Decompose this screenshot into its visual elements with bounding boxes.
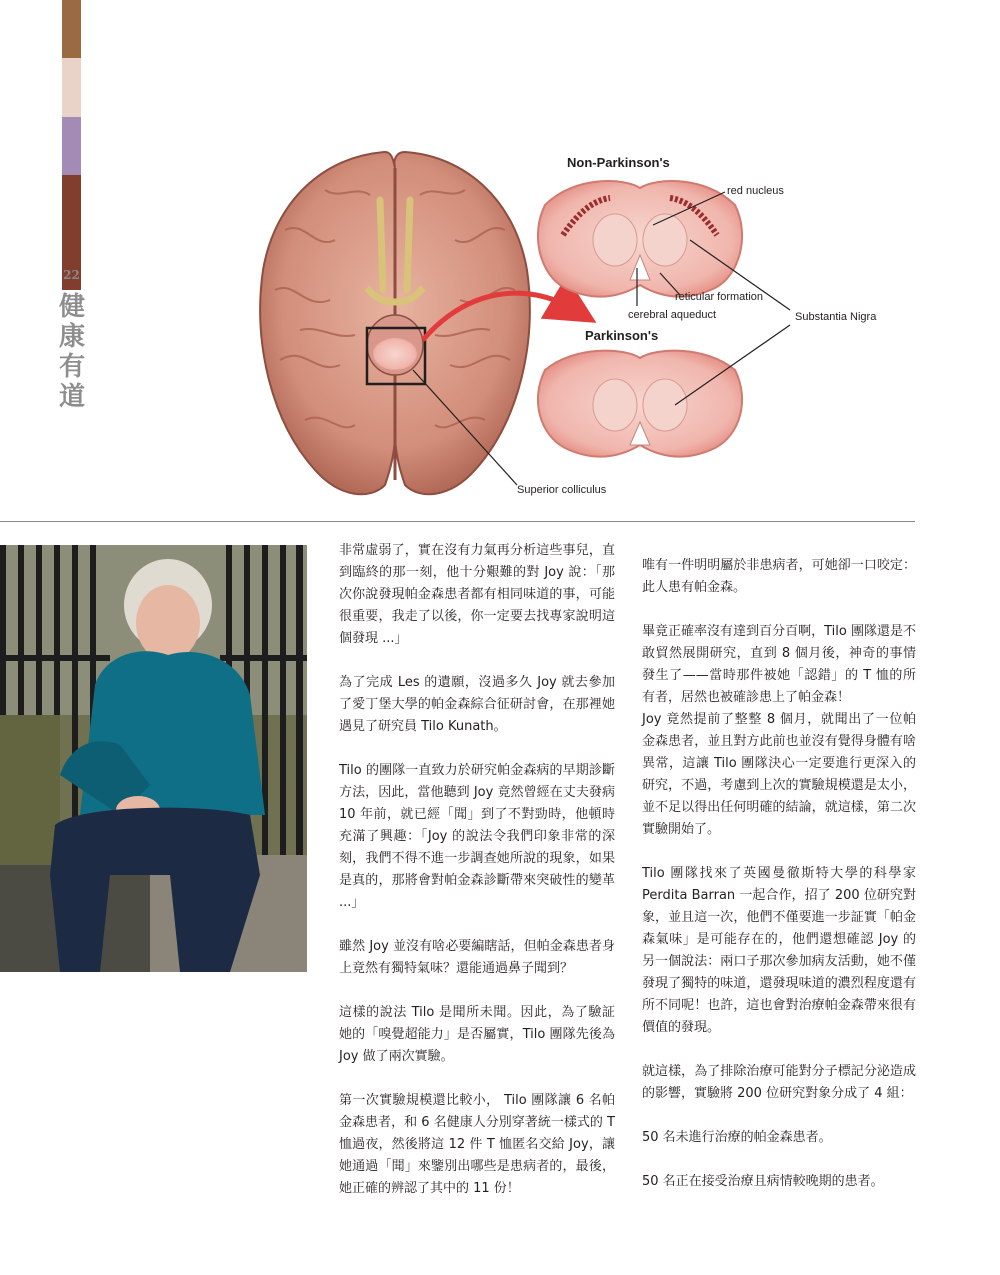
paragraph: 50 名未進行治療的帕金森患者。 xyxy=(642,1130,832,1145)
paragraph: 這樣的說法 Tilo 是聞所未聞。因此，為了驗証她的「嗅覺超能力」是否屬實，Tilo 團隊先後為 Joy 做了兩次實驗。 xyxy=(339,1005,615,1064)
section-title-char: 康 xyxy=(58,322,85,352)
paragraph: Tilo 的團隊一直致力於研究帕金森病的早期診斷方法，因此，當他聽到 Joy 竟然曾經在丈夫發病 10 年前，就已經「聞」到了不對勁時，他頓時充滿了興趣：「Joy 的說法令我們印象非常的深刻，我們不得不進一步調查她所說的現象，如果是真的，那將會對帕金森診斷帶來突破性的變革 ...」 xyxy=(339,763,615,910)
horizontal-divider xyxy=(0,521,915,522)
paragraph: 第一次實驗規模還比較小， Tilo 團隊讓 6 名帕金森患者，和 6 名健康人分別穿著統一樣式的 T 恤過夜，然後將這 12 件 T 恤匿名交給 Joy，讓她通過「聞」來鑒別出哪些是患病者的，最後，她正確的辨認了其中的 11 份！ xyxy=(339,1093,615,1196)
color-swatch-3 xyxy=(62,117,81,175)
brain-illustration xyxy=(260,152,530,494)
section-title-char: 健 xyxy=(58,292,85,322)
parkinsons-section xyxy=(538,351,742,457)
paragraph: 唯有一件明明屬於非患病者，可她卻一口咬定：此人患有帕金森。 xyxy=(642,558,916,595)
brain-diagram xyxy=(245,140,915,510)
section-title-char: 道 xyxy=(58,382,85,412)
paragraph: 非常虛弱了，實在沒有力氣再分析這些事兒，直到臨終的那一刻，他十分艱難的對 Joy 說：「那次你說發現帕金森患者都有相同味道的事，可能很重要，我走了以後，你一定要去找專家說明這個發現 ...」 xyxy=(339,543,615,646)
article-column-1 xyxy=(339,540,615,1222)
color-swatch-2 xyxy=(62,58,81,117)
label-reticular-formation: reticular formation xyxy=(675,291,764,303)
section-title-char: 有 xyxy=(58,352,85,382)
paragraph: 雖然 Joy 並沒有啥必要編瞎話，但帕金森患者身上竟然有獨特氣味？還能通過鼻子聞到？ xyxy=(339,939,615,976)
page-number: 22 xyxy=(63,268,80,282)
non-parkinsons-title: Non-Parkinson's xyxy=(567,155,670,170)
article-column-2 xyxy=(642,555,916,1215)
paragraph: 為了完成 Les 的遺願，沒過多久 Joy 就去參加了愛丁堡大學的帕金森綜合征研討會，在那裡她遇見了研究員 Tilo Kunath。 xyxy=(339,675,615,734)
paragraph: Joy 竟然提前了整整 8 個月，就聞出了一位帕金森患者，並且對方此前也並沒有覺得身體有啥異常，這讓 Tilo 團隊決心一定要進行更深入的研究，不過，考慮到上次的實驗規模還是太小，並不足以得出任何明確的結論，就這樣，第二次實驗開始了。 xyxy=(642,712,916,837)
label-substantia-nigra: Substantia Nigra xyxy=(795,311,877,323)
section-title xyxy=(58,292,86,412)
label-superior-colliculus: Superior colliculus xyxy=(517,484,607,496)
paragraph: 就這樣，為了排除治療可能對分子標記分泌造成的影響，實驗將 200 位研究對象分成了 4 組： xyxy=(642,1064,916,1101)
paragraph: 畢竟正確率沒有達到百分百啊，Tilo 團隊還是不敢貿然展開研究，直到 8 個月後，神奇的事情發生了——當時那件被她「認錯」的 T 恤的所有者，居然也被確診患上了帕金森！ xyxy=(642,624,916,705)
paragraph: Tilo 團隊找來了英國曼徹斯特大學的科學家 Perdita Barran 一起合作，招了 200 位研究對象，並且這一次，他們不僅要進一步証實「帕金森氣味」是可能存在的，他們還想確認 Joy 的另一個說法：兩口子那次參加病友活動，她不僅發現了獨特的味道，還發現味道的濃烈程度還有所不同呢！也許，這也會對治療帕金森帶來很有價值的發現。 xyxy=(642,866,916,1035)
parkinsons-title: Parkinson's xyxy=(585,328,659,343)
paragraph: 50 名正在接受治療且病情較晚期的患者。 xyxy=(642,1174,884,1189)
label-cerebral-aqueduct: cerebral aqueduct xyxy=(628,309,717,321)
woman-photo xyxy=(0,545,307,972)
color-swatch-1 xyxy=(62,0,81,58)
label-red-nucleus: red nucleus xyxy=(727,185,784,197)
